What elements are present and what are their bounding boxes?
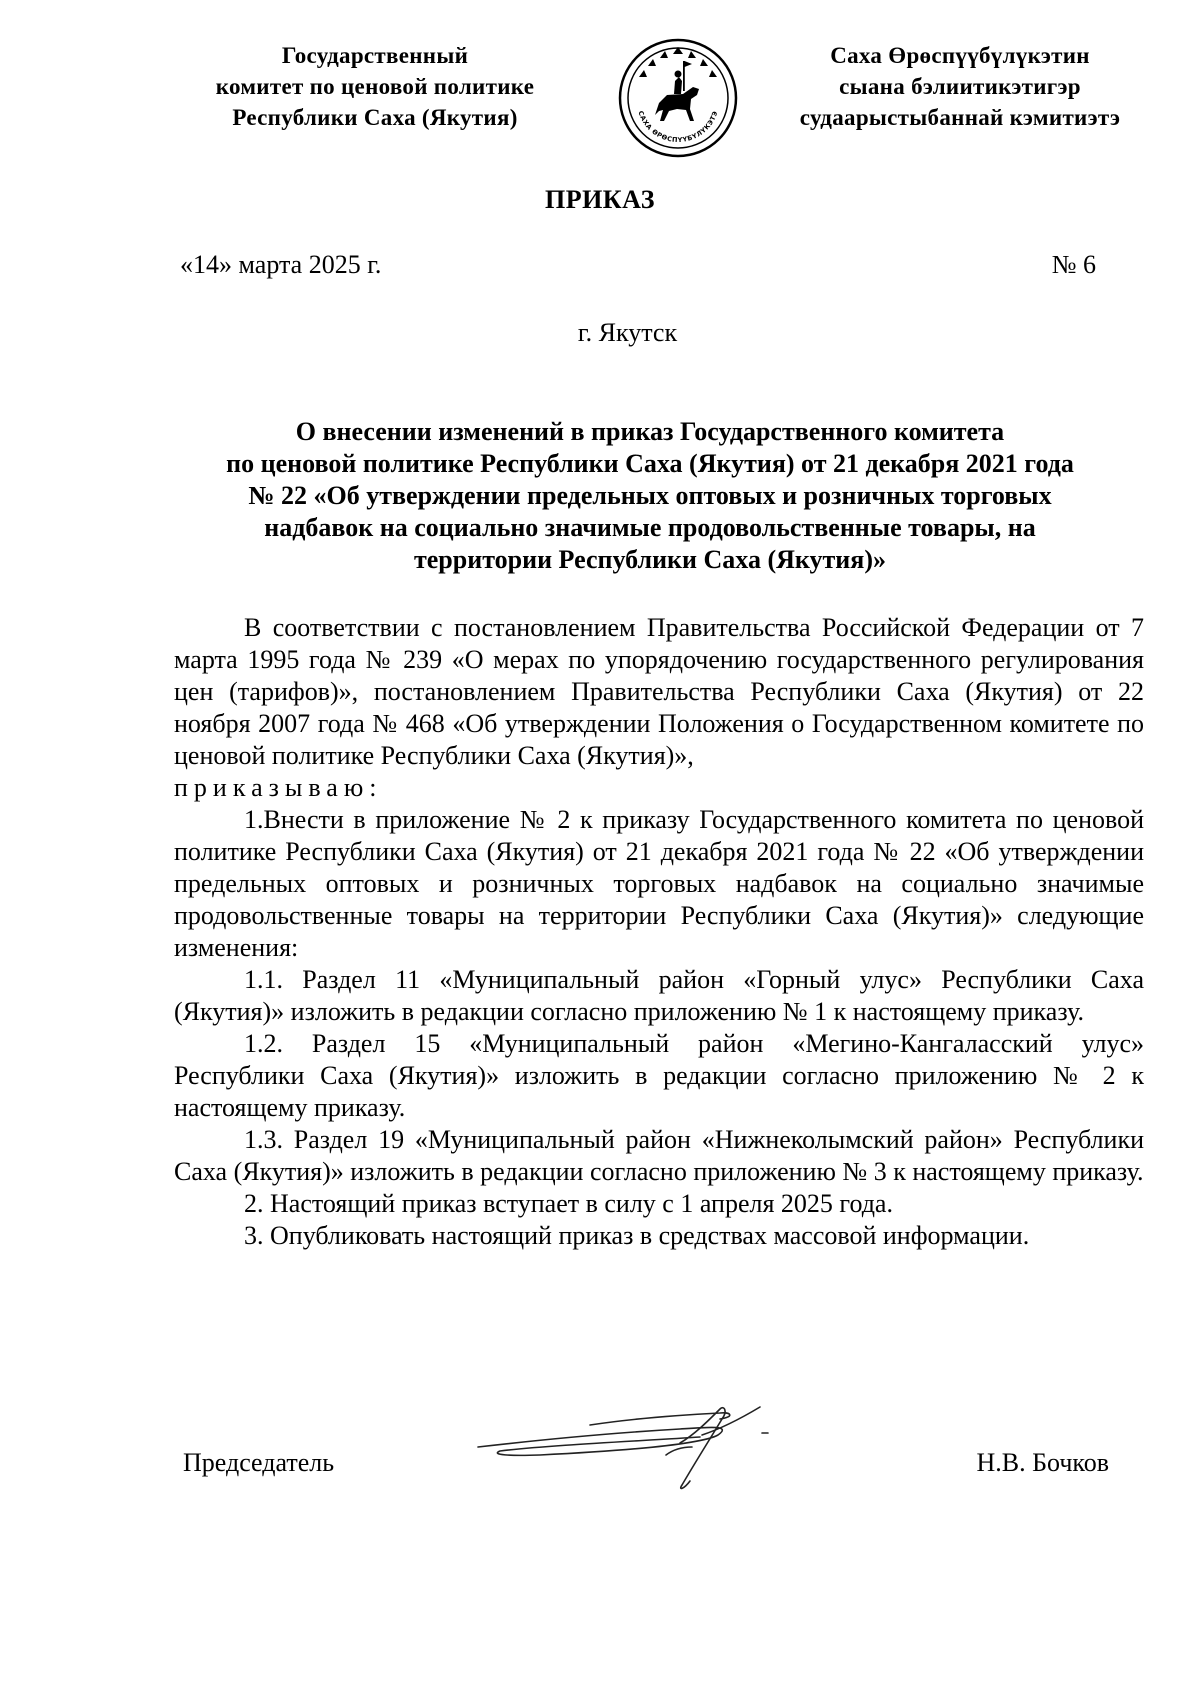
subject-line: О внесении изменений в приказ Государственного комитета (295, 417, 1005, 446)
order-item-1-2: 1.2. Раздел 15 «Муниципальный район «Мегино-Кангаласский улус» Республики Саха (Якутия)» изложить в редакции согласно приложению № 2 к настоящему приказу. (174, 1029, 1144, 1122)
header-left-line: Республики Саха (Якутия) (232, 105, 518, 130)
emblem-caption: САХА ӨРӨСПҮҮБҮЛҮКЭТЭ (636, 109, 720, 145)
order-body (174, 612, 1144, 1252)
order-word: приказываю: (174, 773, 383, 802)
order-item-2: 2. Настоящий приказ вступает в силу с 1 апреля 2025 года. (244, 1189, 893, 1218)
order-item-1-1: 1.1. Раздел 11 «Муниципальный район «Горный улус» Республики Саха (Якутия)» изложить в редакции согласно приложению № 1 к настоящему приказу. (174, 965, 1144, 1026)
subject-line: надбавок на социально значимые продовольственные товары, на (264, 513, 1036, 542)
header-right-line: судаарыстыбаннай кэмитиэтэ (799, 105, 1121, 130)
header-left-line: Государственный (281, 43, 469, 68)
order-subject (170, 416, 1130, 576)
header-right-org-name (760, 40, 1160, 133)
subject-line: по ценовой политике Республики Саха (Якутия) от 21 декабря 2021 года (226, 449, 1074, 478)
order-date: «14» марта 2025 г. (180, 250, 382, 279)
coat-of-arms-emblem (617, 37, 739, 159)
order-item-3: 3. Опубликовать настоящий приказ в средствах массовой информации. (244, 1221, 1030, 1250)
order-number: № 6 (1051, 250, 1096, 279)
signatory-role: Председатель (183, 1448, 335, 1477)
signatory-name: Н.В. Бочков (976, 1448, 1109, 1477)
document-title: ПРИКАЗ (544, 185, 656, 214)
preamble-paragraph: В соответствии с постановлением Правительства Российской Федерации от 7 марта 1995 года № 239 «О мерах по упорядочению государственного регулирования цен (тарифов)», постановлением Правительства Республики Саха (Якутия) от 22 ноября 2007 года № 468 «Об утверждении Положения о Государственном комитете по ценовой политике Республики Саха (Якутия)», (174, 613, 1144, 770)
header-right-line: сыана бэлиитикэтигэр (839, 74, 1081, 99)
order-city: г. Якутск (577, 318, 678, 347)
order-item-1: 1.Внести в приложение № 2 к приказу Государственного комитета по ценовой политике Республики Саха (Якутия) от 21 декабря 2021 года № 22 «Об утверждении предельных оптовых и розничных торговых надбавок на социально значимые продовольственные товары на территории Республики Саха (Якутия)» следующие изменения: (174, 805, 1144, 962)
subject-line: территории Республики Саха (Якутия)» (414, 545, 886, 574)
header-left-line: комитет по ценовой политике (215, 74, 535, 99)
subject-line: № 22 «Об утверждении предельных оптовых и розничных торговых (248, 481, 1052, 510)
header-right-line: Саха Өрөспүүбүлүкэтин (830, 43, 1090, 68)
order-item-1-3: 1.3. Раздел 19 «Муниципальный район «Нижнеколымский район» Республики Саха (Якутия)» изложить в редакции согласно приложению № 3 к настоящему приказу. (174, 1125, 1144, 1186)
handwritten-signature (470, 1395, 790, 1505)
header-left-org-name (175, 40, 575, 133)
